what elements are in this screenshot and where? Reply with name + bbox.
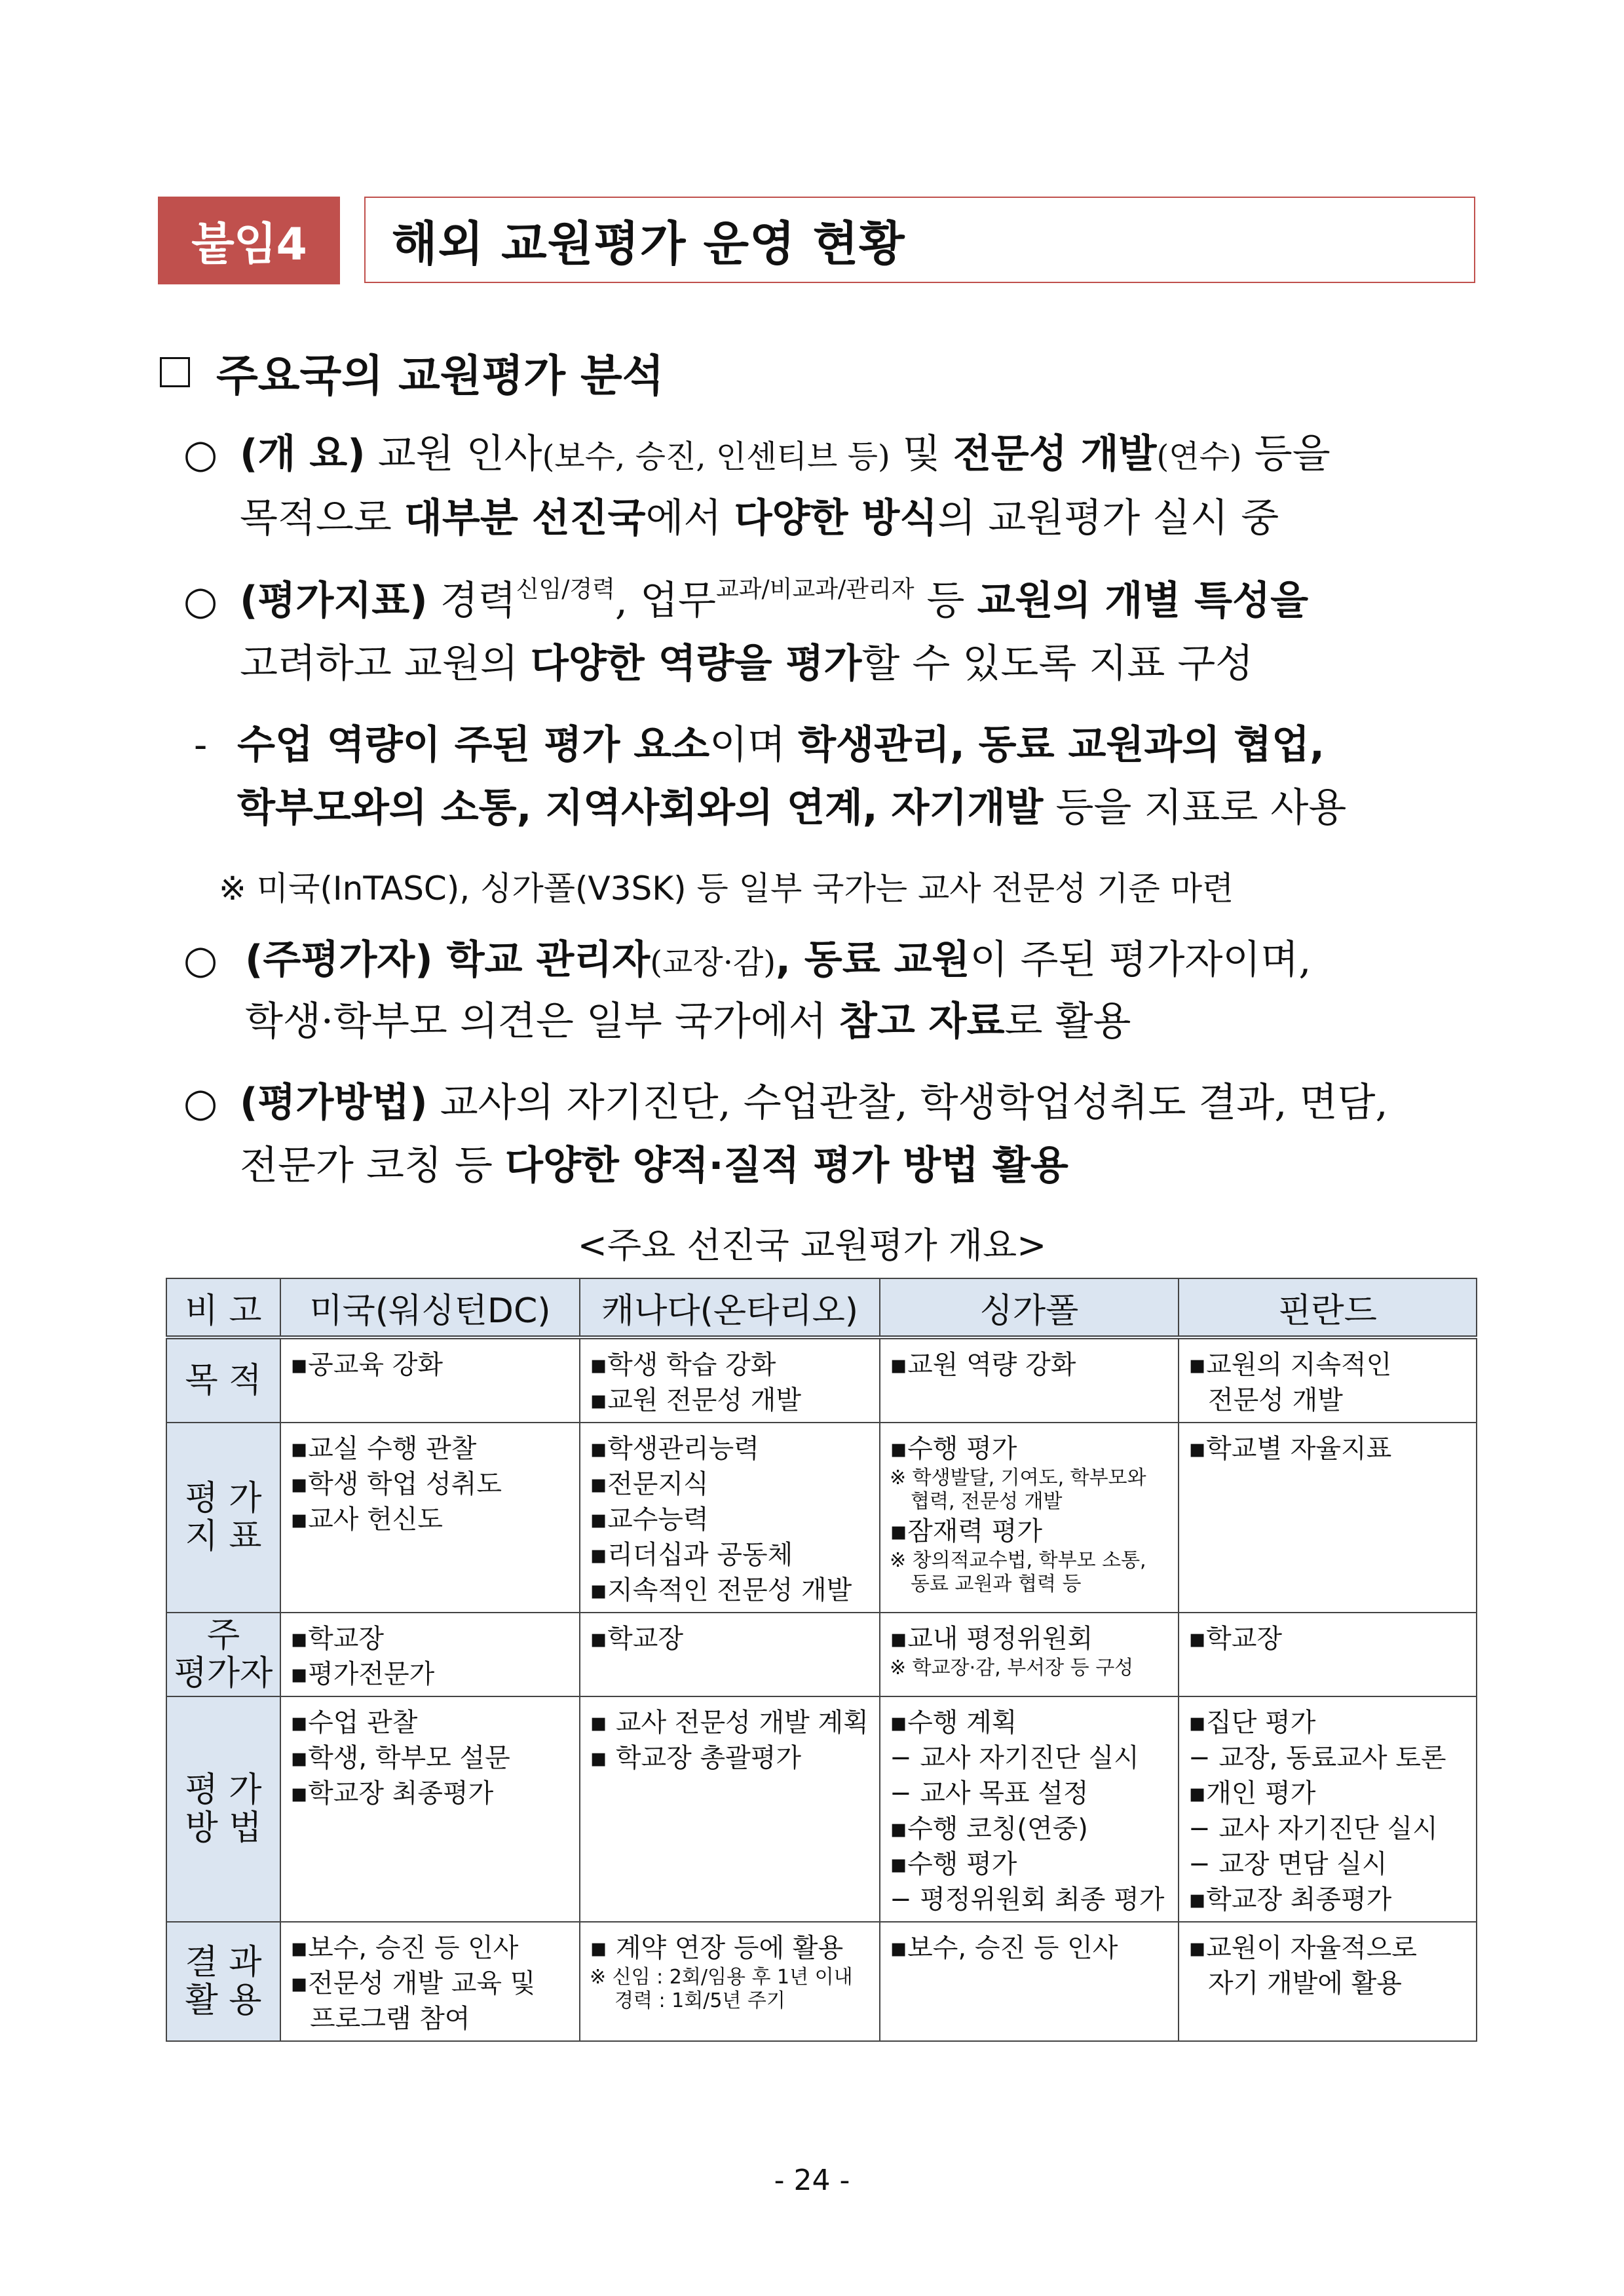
item-evaluators-line-2: 학생·학부모 의견은 일부 국가에서 참고 자료로 활용: [245, 999, 1131, 1044]
row-label-results: 결 과 활 용: [166, 1922, 280, 2041]
header-singapore: 싱가폴: [880, 1278, 1179, 1337]
item-overview-line-2: 목적으로 대부분 선진국에서 다양한 방식의 교원평가 실시 중: [240, 495, 1279, 541]
table-row-purpose: [166, 1337, 1477, 1423]
sub-item-dash: -: [194, 722, 208, 768]
item-indicators-line-2: 고려하고 교원의 다양한 역량을 평가할 수 있도록 지표 구성: [240, 641, 1254, 687]
table-row-evaluators: [166, 1613, 1477, 1696]
sub-item-line-1: 수업 역량이 주된 평가 요소이며 학생관리, 동료 교원과의 협업,: [237, 722, 1325, 768]
item-methods-bullet: ○: [183, 1080, 218, 1126]
row-label-evaluators: 주 평가자: [166, 1613, 280, 1696]
item-indicators-bullet: ○: [183, 578, 218, 624]
item-overview-bullet: ○: [183, 431, 218, 477]
item-indicators-line-1: (평가지표) 경력$^{신임/경력}$, 업무$^{교과/비교과/관리자}$ 등 교원의 개별 특성을: [240, 576, 1309, 624]
cell-indicators-finland: ▪학교별 자율지표: [1179, 1423, 1477, 1613]
header-us: 미국(워싱턴DC): [280, 1278, 580, 1337]
cell-indicators-us: ▪교실 수행 관찰 ▪학생 학업 성취도 ▪교사 헌신도: [280, 1423, 580, 1613]
cell-indicators-singapore: ▪수행 평가 ※ 학생발달, 기여도, 학부모와 협력, 전문성 개발 ▪잠재력 평가 ※ 창의적교수법, 학부모 소통, 동료 교원과 협력 등: [880, 1423, 1179, 1613]
comparison-table: [166, 1278, 1477, 2042]
cell-purpose-singapore: ▪교원 역량 강화: [880, 1337, 1179, 1423]
cell-results-singapore: ▪보수, 승진 등 인사: [880, 1922, 1179, 2041]
standards-note: ※ 미국(InTASC), 싱가폴(V3SK) 등 일부 국가는 교사 전문성 기준 마련: [219, 870, 1234, 908]
section-heading-text: 주요국의 교원평가 분석: [216, 351, 664, 401]
page-title: [364, 197, 1475, 283]
cell-methods-canada: ▪ 교사 전문성 개발 계획 ▪ 학교장 총괄평가: [580, 1696, 880, 1922]
cell-purpose-finland: ▪교원의 지속적인 전문성 개발: [1179, 1337, 1477, 1423]
cell-evaluators-finland: ▪학교장: [1179, 1613, 1477, 1696]
cell-results-finland: ▪교원이 자율적으로 자기 개발에 활용: [1179, 1922, 1477, 2041]
cell-methods-singapore: ▪수행 계획 − 교사 자기진단 실시 − 교사 목표 설정 ▪수행 코칭(연중) ▪수행 평가 − 평정위원회 최종 평가: [880, 1696, 1179, 1922]
table-header-row: [166, 1278, 1477, 1337]
cell-purpose-canada: ▪학생 학습 강화 ▪교원 전문성 개발: [580, 1337, 880, 1423]
section-heading: [160, 341, 664, 403]
item-methods-line-1: (평가방법) 교사의 자기진단, 수업관찰, 학생학업성취도 결과, 면담,: [240, 1080, 1388, 1126]
cell-evaluators-us: ▪학교장 ▪평가전문가: [280, 1613, 580, 1696]
row-label-indicators: 평 가 지 표: [166, 1423, 280, 1613]
cell-results-us: ▪보수, 승진 등 인사 ▪전문성 개발 교육 및 프로그램 참여: [280, 1922, 580, 2041]
cell-methods-us: ▪수업 관찰 ▪학생, 학부모 설문 ▪학교장 최종평가: [280, 1696, 580, 1922]
item-methods-line-2: 전문가 코칭 등 다양한 양적·질적 평가 방법 활용: [240, 1143, 1068, 1189]
sub-item-line-2: 학부모와의 소통, 지역사회와의 연계, 자기개발 등을 지표로 사용: [237, 785, 1347, 831]
appendix-tag: 붙임4: [158, 197, 340, 284]
table-caption: <주요 선진국 교원평가 개요>: [577, 1225, 1047, 1266]
table-row-indicators: [166, 1423, 1477, 1613]
item-evaluators-line-1: (주평가자) 학교 관리자(교장·감), 동료 교원이 주된 평가자이며,: [245, 937, 1312, 983]
header-note: 비 고: [166, 1278, 280, 1337]
item-overview-line-1: (개 요) 교원 인사(보수, 승진, 인센티브 등) 및 전문성 개발(연수) 등을: [240, 431, 1331, 477]
item-evaluators-bullet: ○: [183, 937, 218, 983]
page-title-text: 해외 교원평가 운영 현황: [392, 216, 905, 271]
page-number: - 24 -: [774, 2164, 850, 2197]
cell-indicators-canada: ▪학생관리능력 ▪전문지식 ▪교수능력 ▪리더십과 공동체 ▪지속적인 전문성 개발: [580, 1423, 880, 1613]
cell-results-canada: ▪ 계약 연장 등에 활용 ※ 신임 : 2회/임용 후 1년 이내 경력 : 1회/5년 주기: [580, 1922, 880, 2041]
checkbox-square-icon: [160, 357, 190, 387]
header-canada: 캐나다(온타리오): [580, 1278, 880, 1337]
table-row-results: [166, 1922, 1477, 2041]
row-label-purpose: 목 적: [166, 1337, 280, 1423]
cell-evaluators-canada: ▪학교장: [580, 1613, 880, 1696]
cell-purpose-us: ▪공교육 강화: [280, 1337, 580, 1423]
table-row-methods: [166, 1696, 1477, 1922]
cell-methods-finland: ▪집단 평가 − 교장, 동료교사 토론 ▪개인 평가 − 교사 자기진단 실시 − 교장 면담 실시 ▪학교장 최종평가: [1179, 1696, 1477, 1922]
row-label-methods: 평 가 방 법: [166, 1696, 280, 1922]
header-finland: 핀란드: [1179, 1278, 1477, 1337]
cell-evaluators-singapore: ▪교내 평정위원회 ※ 학교장·감, 부서장 등 구성: [880, 1613, 1179, 1696]
